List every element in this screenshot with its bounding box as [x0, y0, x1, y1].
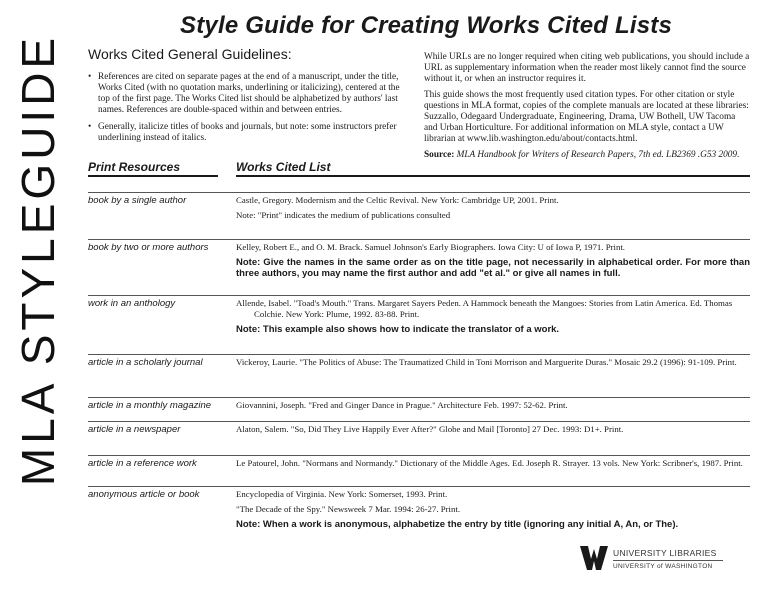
- logo-divider: [613, 560, 723, 561]
- citation-text: Kelley, Robert E., and O. M. Brack. Samuel Johnson's Early Biographers. Iowa City: U of Iowa P, 1971. Print.: [236, 242, 625, 252]
- citation-note: Note: Give the names in the same order as on the title page, not necessarily in alphabetical order. For more than three authors, you may name the first author and add "et al." or give all names in full.: [236, 257, 750, 279]
- citation-type: book by two or more authors: [88, 242, 209, 253]
- intro-paragraph-libraries: This guide shows the most frequently used citation types. For other citation or style questions in MLA format, copies of the complete manuals are located at these libraries: Suzzallo, Odegaard Undergraduate, Engineering, Drama, UW Bothell, UW Tacoma and Urban Horticulture. For additional information on MLA style, contact a UW librarian at www.lib.washington.edu/about/contacts.html.: [424, 90, 749, 144]
- citation-note: Note: "Print" indicates the medium of publications consulted: [236, 210, 451, 220]
- citation-row: [88, 455, 750, 485]
- citation-type: article in a scholarly journal: [88, 357, 203, 368]
- guideline-item: • Generally, italicize titles of books and journals, but note: some instructors prefer underlining instead of italics.: [88, 122, 413, 144]
- citation-note: Note: This example also shows how to indicate the translator of a work.: [236, 324, 560, 335]
- citation-text: Castle, Gregory. Modernism and the Celtic Revival. New York: Cambridge UP, 2001. Print.: [236, 195, 559, 205]
- citation-entry: [236, 357, 750, 372]
- source-label: Source:: [424, 150, 455, 160]
- citation-text: Alaton, Salem. "So, Did They Live Happily Ever After?" Globe and Mail [Toronto] 27 Dec. 1993: D1+. Print.: [236, 424, 624, 434]
- citation-entry: [236, 298, 750, 339]
- column-headers: [88, 160, 750, 178]
- citation-entry: [236, 458, 750, 473]
- citation-row: [88, 239, 750, 294]
- citation-type: anonymous article or book: [88, 489, 200, 500]
- citation-text: "The Decade of the Spy." Newsweek 7 Mar. 1994: 26-27. Print.: [236, 504, 461, 514]
- w-logo-icon: [580, 546, 608, 570]
- side-title: MLA STYLEGUIDE: [12, 33, 65, 487]
- citation-row: [88, 354, 750, 396]
- citation-text: Vickeroy, Laurie. "The Politics of Abuse: The Traumatized Child in Toni Morrison and Marguerite Duras." Mosaic 29.2 (1996): 91-109. Print.: [236, 357, 737, 367]
- citation-type: article in a reference work: [88, 458, 197, 469]
- citation-text: Le Patourel, John. "Normans and Normandy." Dictionary of the Middle Ages. Ed. Joseph R. Strayer. 13 vols. New York: Scribner's, 1987. Print.: [236, 458, 743, 468]
- citation-entry: [236, 195, 750, 225]
- guidelines-heading: Works Cited General Guidelines:: [88, 46, 292, 62]
- general-guidelines: [88, 46, 413, 150]
- intro-text: [424, 52, 750, 166]
- citation-type: article in a monthly magazine: [88, 400, 212, 411]
- print-resources-header: Print Resources: [88, 160, 218, 177]
- source-text: MLA Handbook for Writers of Research Papers, 7th ed. LB2369 .G53 2009.: [456, 150, 740, 160]
- citation-text: Allende, Isabel. "Toad's Mouth." Trans. Margaret Sayers Peden. A Hammock beneath the Mangoes: Stories from Latin America. Ed. Thomas Colchie. New York: Plume, 1992. 83-88. Print.: [236, 298, 733, 319]
- citation-row: [88, 397, 750, 419]
- page-title: Style Guide for Creating Works Cited Lists: [180, 12, 673, 39]
- citation-type: book by a single author: [88, 195, 187, 206]
- citation-text: Encyclopedia of Virginia. New York: Somerset, 1993. Print.: [236, 489, 448, 499]
- intro-paragraph-url: While URLs are no longer required when citing web publications, you should include a URL as supplementary information when the reader most likely cannot find the source without it, or when an instructor requires it.: [424, 52, 750, 84]
- citation-entry: [236, 242, 750, 283]
- citation-text: Giovannini, Joseph. "Fred and Ginger Dance in Prague." Architecture Feb. 1997: 52-62. Print.: [236, 400, 568, 410]
- citation-entry: [236, 489, 750, 534]
- citation-type: work in an anthology: [88, 298, 176, 309]
- citation-row: [88, 295, 750, 353]
- citation-type: article in a newspaper: [88, 424, 181, 435]
- logo-line-libraries: UNIVERSITY LIBRARIES: [613, 548, 717, 558]
- citation-row: [88, 421, 750, 453]
- works-cited-list-header: Works Cited List: [236, 160, 750, 177]
- citation-note: Note: When a work is anonymous, alphabetize the entry by title (ignoring any initial A, An, or The).: [236, 519, 679, 530]
- citation-row: [88, 192, 750, 237]
- citation-entry: [236, 400, 750, 415]
- citation-row: [88, 486, 750, 536]
- citation-entry: [236, 424, 750, 439]
- logo-line-university: UNIVERSITY of WASHINGTON: [613, 563, 713, 570]
- guideline-item: • References are cited on separate pages at the end of a manuscript, under the title, Works Cited (with no quotation marks, underlining or italicizing), centered at the top of the first page. The Works Cited list should be alphabetized by authors' last names. References are double-spaced within and between entries.: [88, 72, 413, 116]
- guidelines-list: [88, 72, 413, 144]
- uw-libraries-logo: [580, 546, 750, 576]
